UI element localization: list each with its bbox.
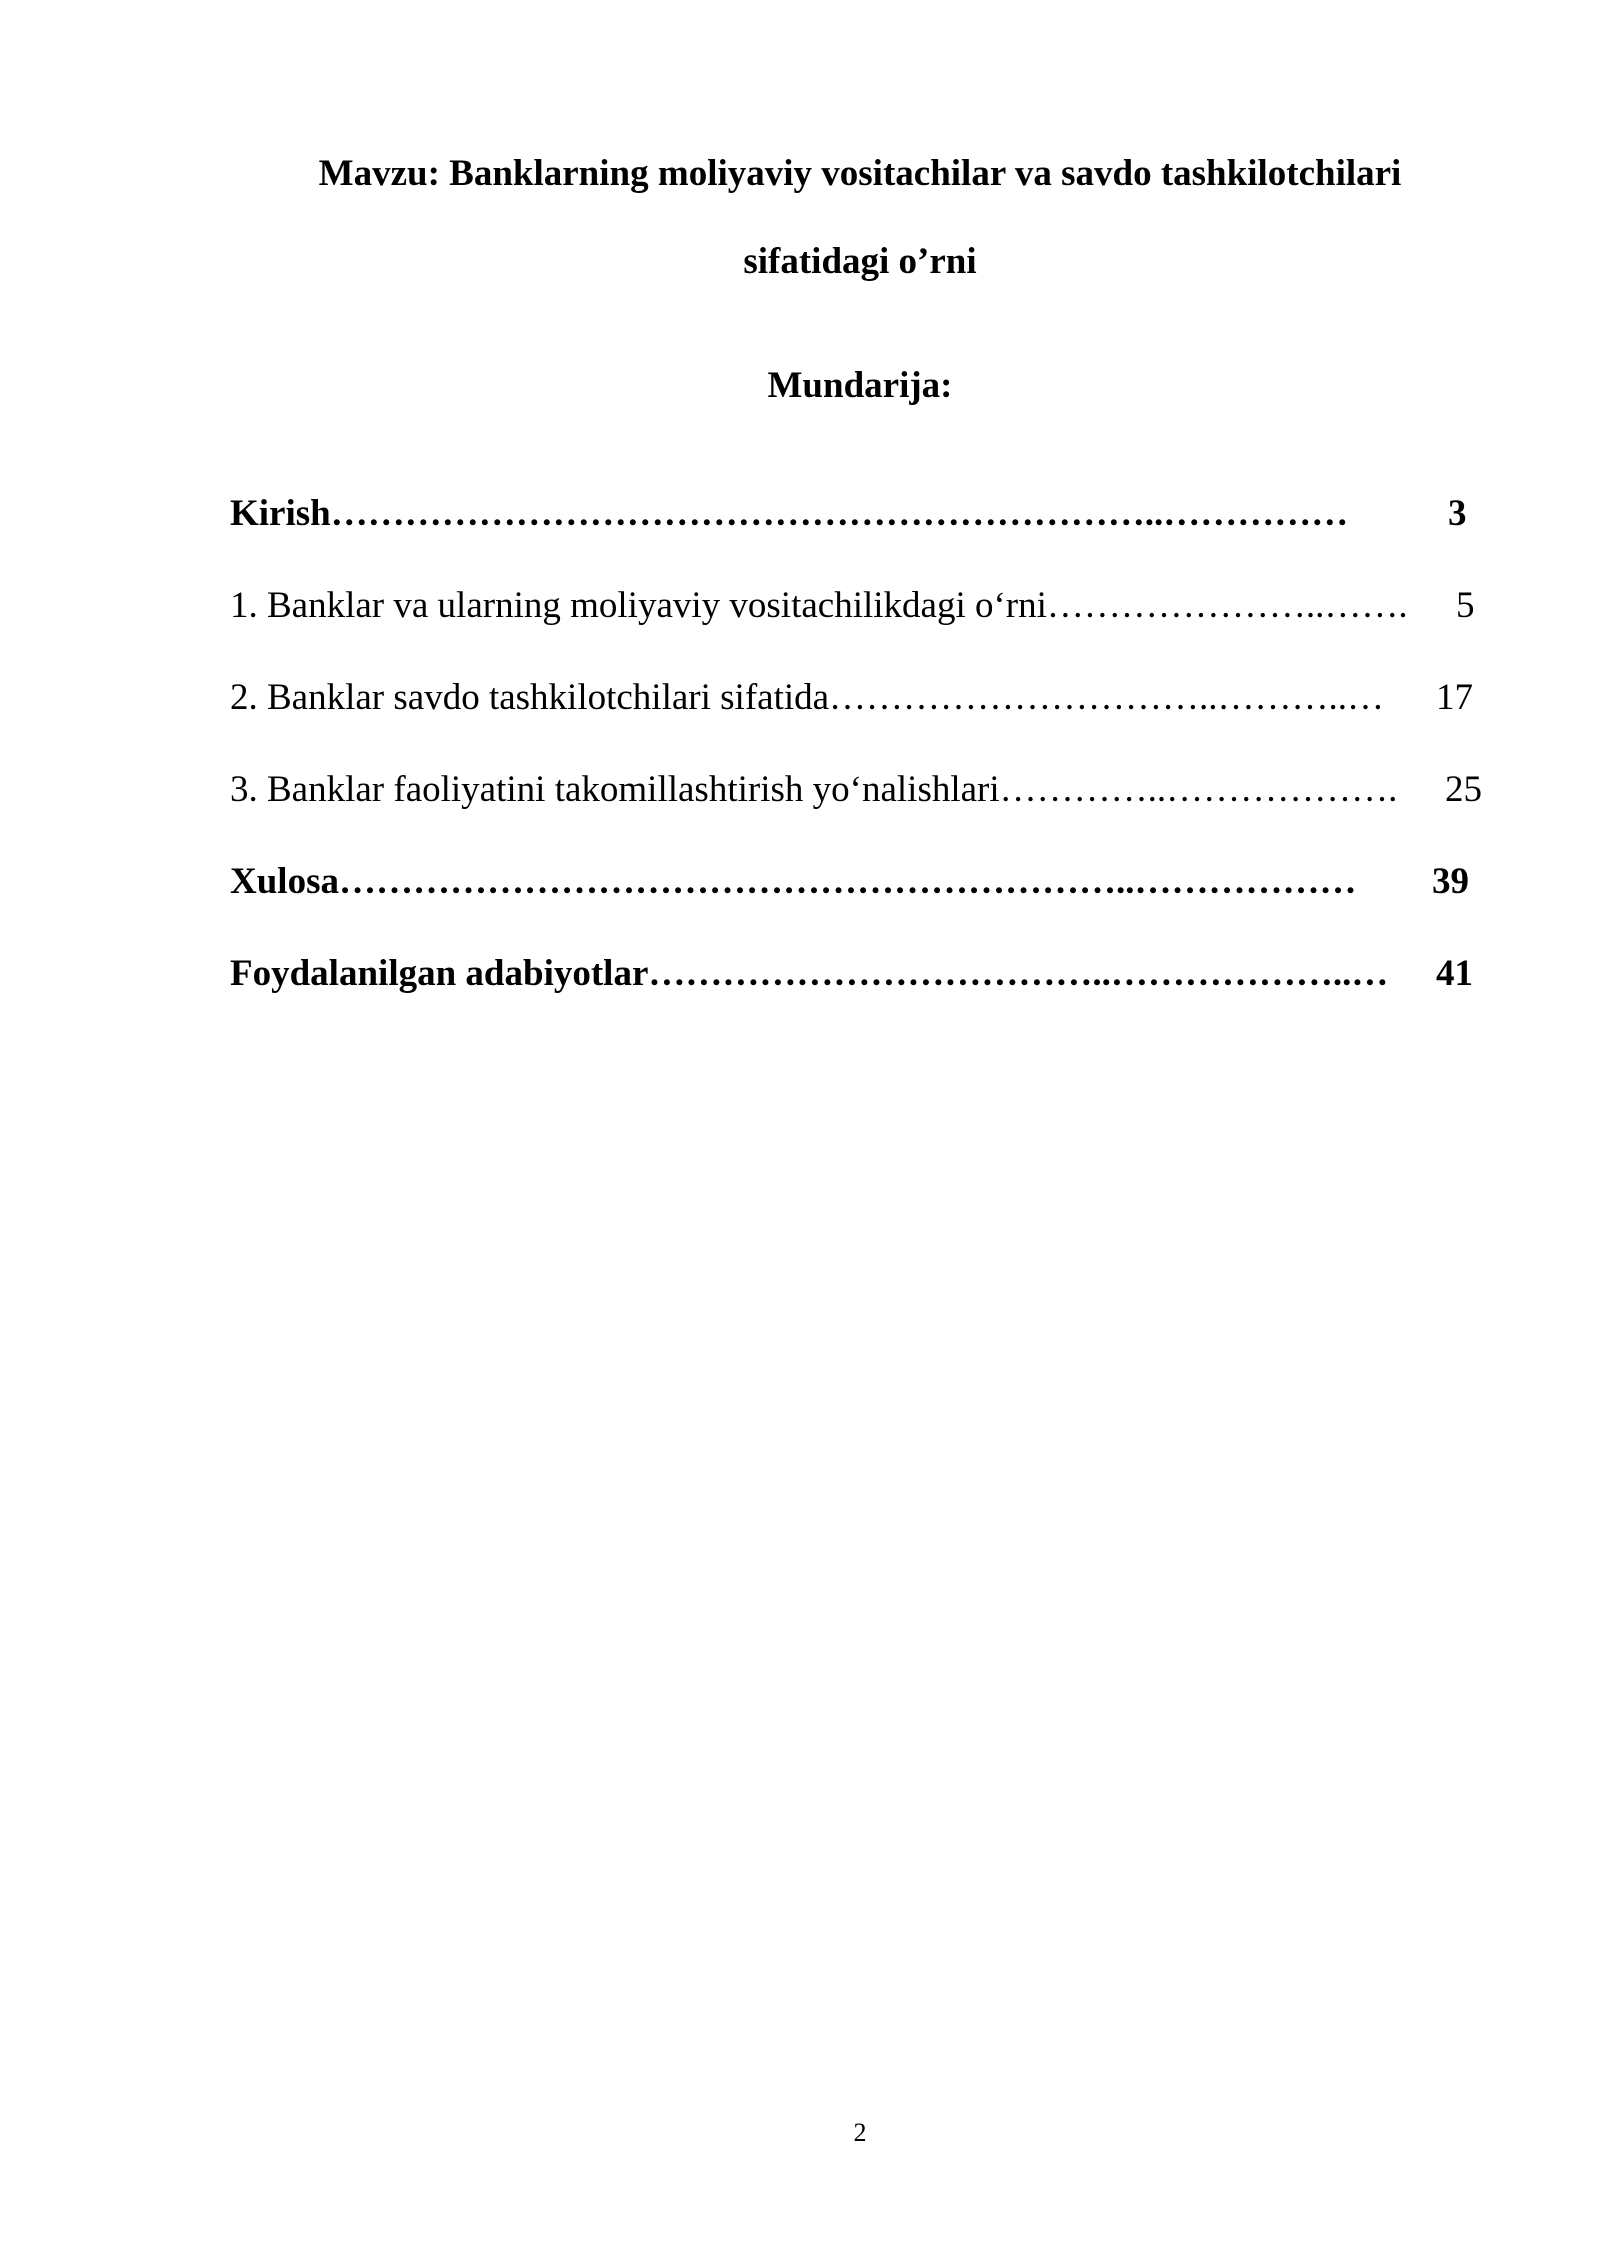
toc-entry-chapter-1: 1. Banklar va ularning moliyaviy vositachilikdagi o‘rni…………………..…….: [230, 585, 1408, 626]
toc-entry-references: Foydalanilgan adabiyotlar………………………………..………………..…: [230, 953, 1389, 994]
toc-page-number: 25: [1445, 769, 1482, 810]
toc-page-number: 41: [1436, 953, 1473, 994]
document-title-line-2: sifatidagi o’rni: [743, 241, 977, 282]
toc-page-number: 3: [1448, 493, 1467, 534]
toc-entry-kirish: Kirish…………………………………………………………..……………: [230, 493, 1349, 534]
toc-heading: Mundarija:: [767, 365, 953, 406]
toc-page-number: 17: [1436, 677, 1473, 718]
toc-page-number: 5: [1456, 585, 1475, 626]
toc-entry-chapter-2: 2. Banklar savdo tashkilotchilari sifatida…………………………..………..…: [230, 677, 1385, 718]
toc-entry-xulosa: Xulosa………………………………………………………..………………: [230, 861, 1357, 902]
page-number: 2: [853, 2118, 867, 2147]
toc-page-number: 39: [1432, 861, 1469, 902]
document-title-line-1: Mavzu: Banklarning moliyaviy vositachilar va savdo tashkilotchilari: [318, 153, 1402, 194]
toc-entry-chapter-3: 3. Banklar faoliyatini takomillashtirish yo‘nalishlari…………..……………….: [230, 769, 1398, 810]
